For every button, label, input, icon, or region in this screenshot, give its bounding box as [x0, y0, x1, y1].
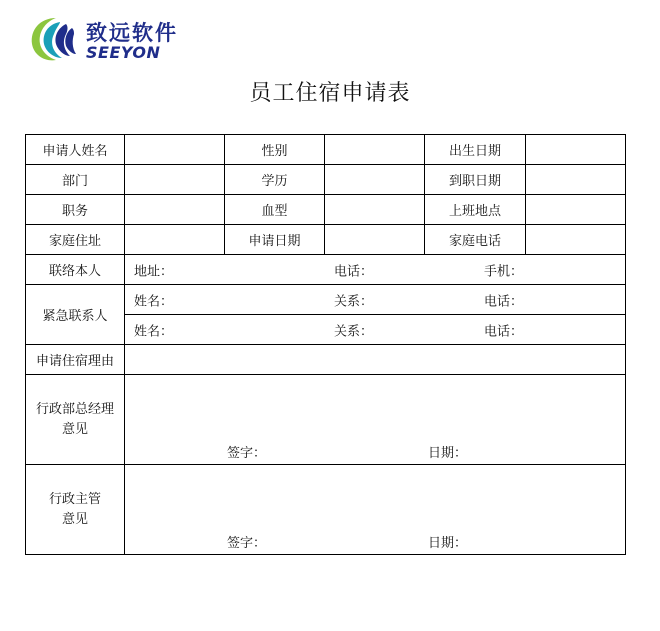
form-row: [26, 255, 626, 285]
form-row: [26, 465, 626, 555]
emergency-contact-2-field[interactable]: [125, 315, 626, 345]
logo-en-text: SEEYON: [86, 43, 161, 62]
form-row: [26, 375, 626, 465]
admin-gm-label-line2: 意见: [61, 421, 88, 437]
home-phone-field[interactable]: [526, 225, 626, 255]
work-location-label: 上班地点: [425, 195, 526, 225]
blood-type-label: 血型: [225, 195, 325, 225]
work-location-field[interactable]: [526, 195, 626, 225]
reason-label: 申请住宿理由: [26, 345, 125, 375]
department-field[interactable]: [125, 165, 225, 195]
emergency-name-label: 姓名：: [134, 294, 174, 309]
home-phone-label: 家庭电话: [425, 225, 526, 255]
applicant-name-label: 申请人姓名: [26, 135, 125, 165]
page-title: 员工住宿申请表: [249, 81, 411, 106]
admin-gm-date-label: 日期：: [428, 446, 468, 461]
emergency-name-label: 姓名：: [134, 324, 174, 339]
blood-type-field[interactable]: [325, 195, 425, 225]
admin-mgr-date-label: 日期：: [428, 536, 468, 551]
emergency-contact-1-field[interactable]: [125, 285, 626, 315]
reason-field[interactable]: [125, 345, 626, 375]
logo-cn-text: 致远软件: [86, 21, 178, 45]
applicant-name-field[interactable]: [125, 135, 225, 165]
form-row: [26, 195, 626, 225]
admin-mgr-opinion-label: [26, 465, 125, 555]
seeyon-logo-icon: [26, 12, 82, 64]
admin-gm-label-line1: 行政部总经理: [35, 401, 114, 417]
emergency-relation-label: 关系：: [334, 294, 374, 309]
start-date-label: 到职日期: [425, 165, 526, 195]
seeyon-logo: [26, 12, 196, 64]
home-address-label: 家庭住址: [26, 225, 125, 255]
contact-address-label: 地址：: [134, 264, 174, 279]
contact-phone-label: 电话：: [334, 264, 374, 279]
application-date-field[interactable]: [325, 225, 425, 255]
form-row: [26, 165, 626, 195]
emergency-contact-label: 紧急联系人: [26, 285, 125, 345]
contact-self-field[interactable]: [125, 255, 626, 285]
application-date-label: 申请日期: [225, 225, 325, 255]
admin-gm-opinion-field[interactable]: [125, 375, 626, 465]
birth-date-field[interactable]: [526, 135, 626, 165]
position-field[interactable]: [125, 195, 225, 225]
admin-mgr-opinion-field[interactable]: [125, 465, 626, 555]
position-label: 职务: [26, 195, 125, 225]
admin-gm-opinion-label: [26, 375, 125, 465]
form-row: [26, 345, 626, 375]
admin-mgr-label-line1: 行政主管: [48, 491, 101, 507]
contact-mobile-label: 手机：: [484, 264, 524, 279]
emergency-relation-label: 关系：: [334, 324, 374, 339]
gender-field[interactable]: [325, 135, 425, 165]
department-label: 部门: [26, 165, 125, 195]
admin-mgr-label-line2: 意见: [61, 511, 88, 527]
form-row: [26, 225, 626, 255]
emergency-phone-label: 电话：: [484, 324, 524, 339]
education-label: 学历: [225, 165, 325, 195]
birth-date-label: 出生日期: [425, 135, 526, 165]
form-row: [26, 285, 626, 315]
admin-gm-sign-label: 签字：: [227, 446, 267, 461]
education-field[interactable]: [325, 165, 425, 195]
contact-self-label: 联络本人: [26, 255, 125, 285]
admin-mgr-sign-label: 签字：: [227, 536, 267, 551]
emergency-phone-label: 电话：: [484, 294, 524, 309]
form-row: [26, 135, 626, 165]
start-date-field[interactable]: [526, 165, 626, 195]
application-form: [25, 134, 626, 555]
gender-label: 性别: [225, 135, 325, 165]
home-address-field[interactable]: [125, 225, 225, 255]
